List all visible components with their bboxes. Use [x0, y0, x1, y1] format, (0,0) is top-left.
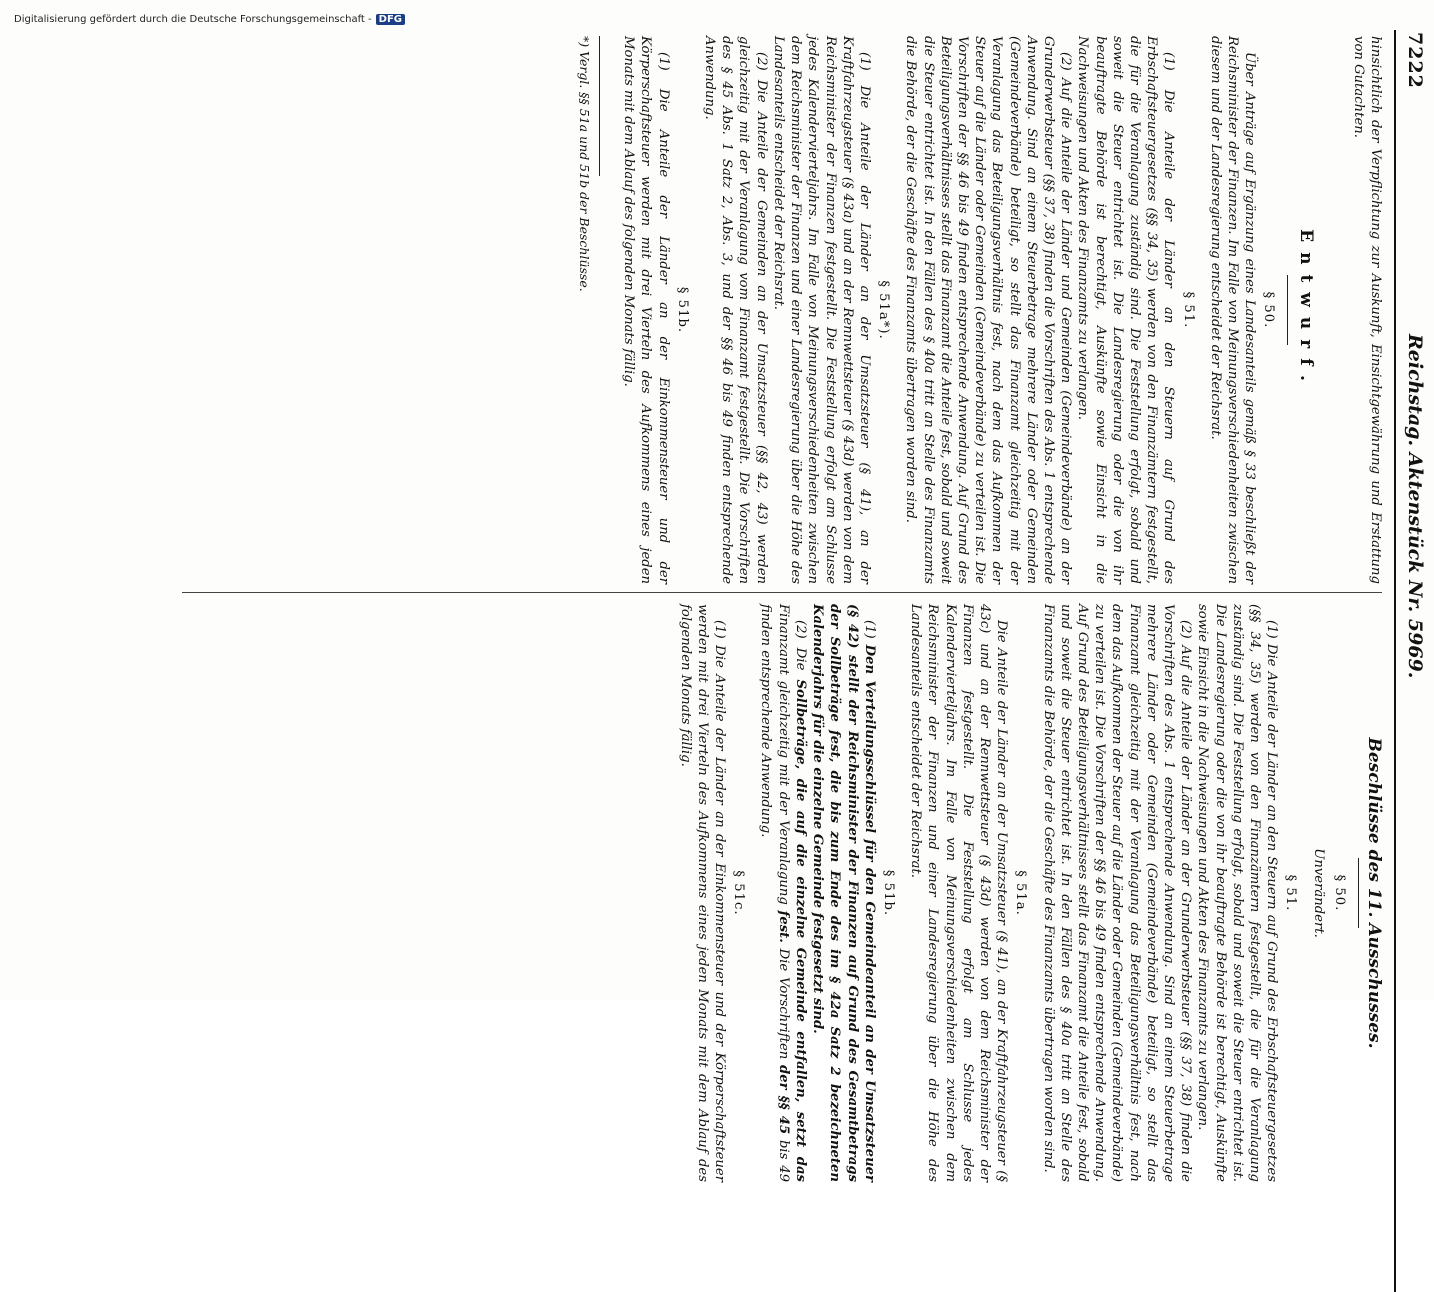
right-s51-title: § 51. — [1283, 874, 1299, 912]
page-number: 7222 — [1404, 32, 1426, 89]
right-s51b-p1 — [809, 604, 878, 1182]
right-s51b-title: § 51b. — [880, 869, 896, 917]
footnote-rule — [593, 36, 600, 176]
right-s51b-p2-c: Finanzamt gleichzeitig mit der Veranlagung — [775, 604, 791, 911]
left-s51a-p1: (1) Die Anteile der Länder an der Umsatzsteuer (§ 41), an der Kraftfahrzeugsteuer (§ 43a) und an der Rennwettsteuer (§ 43d) werden von dem Reichsminister der Finanzen festgestellt. Die Feststellung erfolgt am Schlusse jedes Kalendervierteljahrs. Im Falle von Meinungsverschiedenheiten zwischen dem Reichsminister der Finanzen und einer Landesregierung über die Höhe des Landesanteils entscheidet der Reichsrat. — [770, 36, 872, 584]
footnote: *) Vergl. §§ 51a und 51b der Beschlüsse. — [577, 36, 593, 292]
right-s51-p1: (1) Die Anteile der Länder an den Steuern auf Grund des Erbschaftsteuergesetzes (§§ 34, 35) werden von den Finanzämtern festgestellt, die für die Veranlagung zuständig sind. Die Feststellung erfolgt, sobald und soweit die Steuer entrichtet ist. Die Landesregierung oder die von ihr beauftragte Behörde ist berechtigt, Auskünfte sowie Einsicht in die Nachweisungen und Akten des Finanzamts zu verlangen. — [1195, 604, 1280, 1182]
top-rule — [1394, 30, 1396, 1292]
right-s51a-title: § 51a. — [1013, 870, 1029, 916]
left-s50-text: Über Anträge auf Ergänzung eines Landesanteils gemäß § 33 beschließt der Reichsminister der Finanzen. Im Falle von Meinungsverschiedenheiten zwischen diesem und der Landesregierung entscheidet der Reichsrat. — [1207, 36, 1258, 584]
right-s50-title: § 50. — [1331, 874, 1347, 912]
left-heading: Entwurf. — [1295, 229, 1316, 391]
right-s51b-p2-g: bis 49 finden entsprechende Anwendung. — [758, 604, 791, 1182]
right-s51c-title: § 51c. — [731, 870, 747, 916]
right-s51b-p2-f: der §§ 45 — [775, 1065, 791, 1135]
right-s51b-p2-d: fest. — [775, 910, 791, 943]
left-intro: hinsichtlich der Verpflichtung zur Auskunft, Einsichtgewährung und Erstattung von Gutachten. — [1350, 36, 1383, 584]
left-s51b-text: (1) Die Anteile der Länder an der Einkommensteuer und der Körperschaftsteuer werden mit drei Vierteln des Aufkommens eines jeden Monats mit dem Ablauf des folgenden Monats fällig. — [621, 36, 671, 584]
right-s51b-p2-e: Die Vorschriften — [775, 942, 791, 1066]
left-s51-title: § 51. — [1180, 291, 1196, 329]
digitization-credit — [14, 14, 405, 25]
right-s50-text: Unverändert. — [1310, 848, 1326, 938]
right-s51c-text: (1) Die Anteile der Länder an der Einkommensteuer und der Körperschaftsteuer werden mit drei Vierteln des Aufkommens eines jeden Monats mit dem Ablauf des folgenden Monats fällig. — [677, 604, 728, 1182]
right-s51b-p2-a: (2) Die — [792, 620, 808, 680]
left-s51-p2: (2) Auf die Anteile der Länder und Gemeinden (Gemeindeverbände) an der Grunderwerbsteuer (§§ 37, 38) finden die Vorschriften des Abs. 1 entsprechende Anwendung. Sind an einem Steuerbetrage mehrere Länder oder Gemeinden (Gemeindeverbände) beteiligt, so stellt das Finanzamt gleichzeitig mit der Veranlagung das Beteiligungsverhältnis fest, nach dem das Aufkommen der Steuer auf die Länder oder Gemeinden (Gemeindeverbände) zu verteilen ist. Die Vorschriften der §§ 46 bis 49 finden entsprechende Anwendung. Auf Grund des Beteiligungsverhältnisses stellt das Finanzamt die Anteile fest, sobald und soweit die Steuer entrichtet ist. In den Fällen des § 40a tritt an Stelle des Finanzamts die Behörde, der die Geschäfte des Finanzamts übertragen worden sind. — [903, 36, 1074, 584]
left-s51a-title: § 51a*). — [876, 280, 892, 340]
running-head: Reichstag. Aktenstück Nr. 5969. — [1404, 334, 1426, 679]
left-s51-p1: (1) Die Anteile der Länder an den Steuern auf Grund des Erbschaftsteuergesetzes (§§ 34, 35) werden von den Finanzämtern festgestellt, die für die Veranlagung zuständig sind. Die Feststellung erfolgt, sobald und soweit die Steuer entrichtet ist. Die Landesregierung oder die von ihr beauftragte Behörde ist berechtigt, Auskünfte sowie Einsicht in die Nachweisungen und Akten des Finanzamts zu verlangen. — [1075, 36, 1177, 584]
column-divider — [182, 592, 1382, 593]
dfg-logo: DFG — [376, 14, 405, 25]
right-s51b-p2 — [757, 604, 809, 1182]
right-column-committee — [676, 604, 1384, 1182]
credit-text: Digitalisierung gefördert durch die Deutsche Forschungsgemeinschaft - — [14, 14, 372, 25]
right-heading: Beschlüsse des 11. Ausschusses. — [1364, 737, 1384, 1049]
left-s51b-title: § 51b. — [674, 286, 690, 334]
right-s51a-text: Die Anteile der Länder an der Umsatzsteuer (§ 41), an der Kraftfahrzeugsteuer (§ 43c) und an der Rennwettsteuer (§ 43d) werden von dem Reichsminister der Finanzen festgestellt. Die Feststellung erfolgt am Schlusse jedes Kalendervierteljahrs. Im Falle von Meinungsverschiedenheiten zwischen dem Reichsminister der Finanzen und einer Landesregierung über die Höhe des Landesanteils entscheidet der Reichsrat. — [908, 604, 1010, 1182]
right-s51b-p2-b: Sollbeträge, die auf die einzelne Gemeinde entfallen, setzt das — [792, 679, 808, 1182]
left-column-draft — [576, 36, 1384, 584]
right-s51-p2: (2) Auf die Anteile der Länder an der Grunderwerbsteuer (§§ 37, 38) finden die Vorschriften des Abs. 1 entsprechende Anwendung. Sind an einem Steuerbetrage mehrere Länder oder Gemeinden (Gemeindeverbände) beteiligt, so stellt das Finanzamt gleichzeitig mit der Veranlagung das Beteiligungsverhältnis fest, nach dem das Aufkommen der Steuer auf die Länder oder Gemeinden (Gemeindeverbände) zu verteilen ist. Die Vorschriften der §§ 46 bis 49 finden entsprechende Anwendung. Auf Grund des Beteiligungsverhältnisses stellt das Finanzamt die Anteile fest, sobald und soweit die Steuer entrichtet ist. In den Fällen des § 40a tritt an Stelle des Finanzamts die Behörde, der die Geschäfte des Finanzamts übertragen worden sind. — [1040, 604, 1194, 1182]
right-s51b-p1-num: (1) — [861, 620, 877, 645]
right-heading-rule — [1358, 858, 1359, 928]
left-heading-rule — [1287, 275, 1288, 345]
left-s50-title: § 50. — [1261, 291, 1277, 329]
left-s51a-p2: (2) Die Anteile der Gemeinden an der Umsatzsteuer (§§ 42, 43) werden gleichzeitig mit der Veranlagung vom Finanzamt festgestellt. Die Vorschriften des § 45 Abs. 1 Satz 2, Abs. 3, und der §§ 46 bis 49 finden entsprechende Anwendung. — [702, 36, 769, 584]
right-s51b-p1-bold: Den Verteilungsschlüssel für den Gemeindeanteil an der Umsatzsteuer (§ 42) stellt der Reichsminister der Finanzen auf Grund des Gesamtbetrags der Sollbeträge fest, die bis zum Ende des im § 42a Satz 2 bezeichneten Kalenderjahrs für die einzelne Gemeinde festgesetzt sind. — [810, 604, 877, 1182]
